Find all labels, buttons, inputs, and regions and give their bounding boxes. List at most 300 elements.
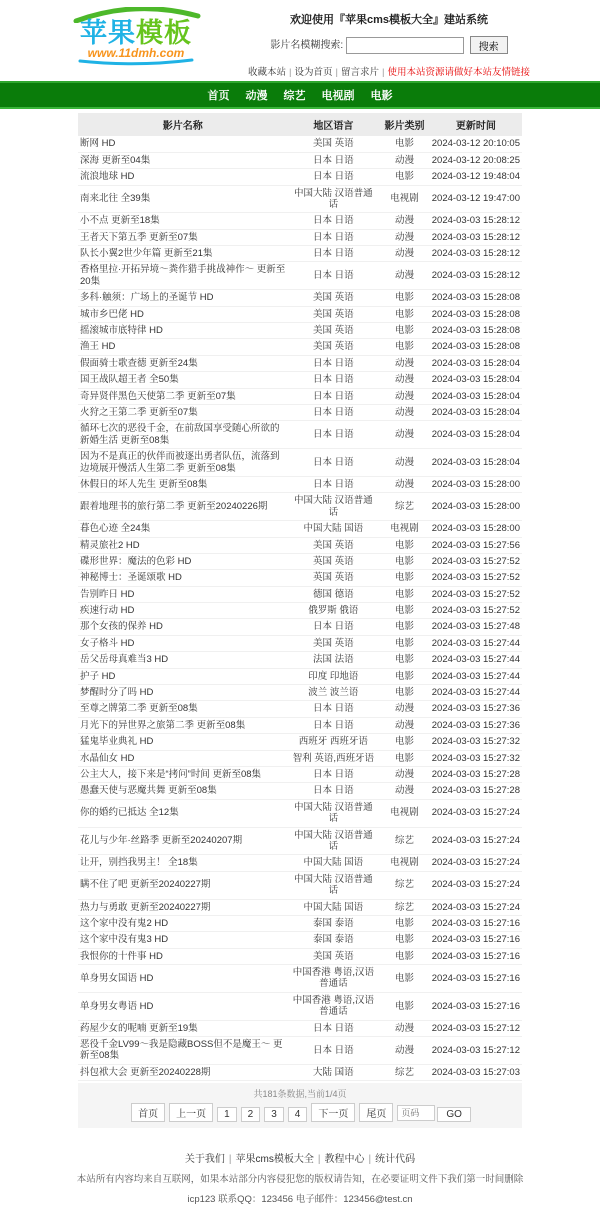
movie-name-cell (78, 992, 287, 1020)
movie-name-cell (78, 827, 287, 855)
movie-time-cell: 2024-03-03 15:27:36 (430, 717, 522, 733)
column-header: 更新时间 (430, 113, 522, 136)
movie-region-cell: 中国大陆 国语 (287, 855, 379, 871)
pagination-last-button[interactable]: 尾页 (359, 1103, 393, 1122)
logo-text-green: 模板 (136, 18, 192, 48)
movie-category-cell: 动漫 (379, 1020, 429, 1036)
search-button[interactable]: 搜索 (470, 36, 508, 54)
pagination (78, 1083, 522, 1128)
movie-category-cell: 电影 (379, 306, 429, 322)
movie-name-cell (78, 570, 287, 586)
movie-name-cell (78, 965, 287, 993)
movie-title-link[interactable]: 公主大人，接下来是“拷问”时间 更新至08集 (80, 768, 262, 780)
nav-item-4[interactable]: 电视剧 (321, 90, 355, 103)
movie-title-link[interactable]: 护子 HD (80, 670, 116, 682)
movie-time-cell: 2024-03-03 15:27:24 (430, 871, 522, 899)
site-header (0, 0, 600, 81)
table-row (78, 948, 522, 964)
table-row (78, 493, 522, 521)
movie-title-link[interactable]: 休假日的坏人先生 更新至08集 (80, 478, 208, 490)
movie-name-cell (78, 948, 287, 964)
table-row (78, 668, 522, 684)
quick-links (239, 64, 539, 78)
nav-item-3[interactable]: 综艺 (283, 90, 306, 103)
movie-category-cell: 动漫 (379, 355, 429, 371)
movie-name-cell (78, 668, 287, 684)
table-row (78, 717, 522, 733)
pagination-page-2[interactable]: 2 (241, 1107, 261, 1122)
movie-time-cell: 2024-03-03 15:27:12 (430, 1037, 522, 1065)
movie-region-cell: 日本 日语 (287, 246, 379, 262)
movie-time-cell: 2024-03-03 15:28:04 (430, 388, 522, 404)
movie-region-cell: 日本 日语 (287, 355, 379, 371)
movie-title-link[interactable]: 摇滚城市底特律 HD (80, 325, 163, 337)
movie-name-cell (78, 306, 287, 322)
movie-category-cell: 动漫 (379, 449, 429, 477)
table-row (78, 734, 522, 750)
pagination-page-4[interactable]: 4 (288, 1107, 308, 1122)
movie-name-cell (78, 799, 287, 827)
table-row (78, 603, 522, 619)
movie-title-link[interactable]: 因为不是真正的伙伴而被逐出勇者队伍，流落到边境展开慢活人生第二季 更新至08集 (80, 451, 280, 474)
movie-name-cell (78, 915, 287, 931)
movie-region-cell: 俄罗斯 俄语 (287, 603, 379, 619)
movie-name-cell (78, 493, 287, 521)
movie-name-cell (78, 783, 287, 799)
movie-name-cell (78, 717, 287, 733)
movie-region-cell: 日本 日语 (287, 169, 379, 185)
table-row (78, 388, 522, 404)
movie-name-cell (78, 355, 287, 371)
site-logo[interactable] (61, 5, 211, 66)
movie-time-cell: 2024-03-03 15:27:52 (430, 553, 522, 569)
movie-time-cell: 2024-03-03 15:28:04 (430, 405, 522, 421)
table-row (78, 915, 522, 931)
table-row (78, 229, 522, 245)
movie-title-link[interactable]: 城市乡巴佬 HD (80, 308, 144, 320)
table-row (78, 799, 522, 827)
site-footer (0, 1150, 600, 1205)
movie-time-cell: 2024-03-03 15:27:32 (430, 734, 522, 750)
table-row (78, 372, 522, 388)
movie-name-cell (78, 521, 287, 537)
movie-region-cell: 日本 日语 (287, 388, 379, 404)
movie-name-cell (78, 372, 287, 388)
movie-title-link[interactable]: 女子格斗 HD (80, 637, 135, 649)
movie-name-cell (78, 246, 287, 262)
movie-name-cell (78, 932, 287, 948)
movie-region-cell: 法国 法语 (287, 652, 379, 668)
page-number-input[interactable] (397, 1105, 435, 1121)
footer-link[interactable]: 教程中心 (324, 1154, 365, 1166)
pagination-page-3[interactable]: 3 (264, 1107, 284, 1122)
movie-title-link[interactable]: 水晶仙女 HD (80, 752, 135, 764)
movie-time-cell: 2024-03-03 15:27:44 (430, 668, 522, 684)
table-row (78, 537, 522, 553)
movie-category-cell: 电影 (379, 553, 429, 569)
movie-name-cell (78, 476, 287, 492)
movie-category-cell: 电影 (379, 932, 429, 948)
movie-title-link[interactable]: 猛鬼毕业典礼 HD (80, 736, 154, 748)
movie-region-cell: 美国 英语 (287, 339, 379, 355)
movie-title-link[interactable]: 至尊之牌第二季 更新至08集 (80, 703, 198, 715)
logo-url: www.11dmh.com (87, 46, 185, 61)
movie-name-cell (78, 1064, 287, 1080)
movie-title-link[interactable]: 断网 HD (80, 138, 116, 150)
table-row (78, 213, 522, 229)
movie-name-cell (78, 1020, 287, 1036)
table-row (78, 185, 522, 213)
footer-contact: icp123 联系QQ：123456 电子邮件：123456@test.cn (187, 1194, 413, 1206)
movie-title-link[interactable]: 这个家中没有鬼2 HD (80, 917, 169, 929)
movie-time-cell: 2024-03-03 15:27:16 (430, 932, 522, 948)
movie-category-cell: 电影 (379, 965, 429, 993)
movie-time-cell: 2024-03-03 15:28:00 (430, 493, 522, 521)
movie-title-link[interactable]: 国王战队超王者 全50集 (80, 374, 179, 386)
movie-time-cell: 2024-03-03 15:27:16 (430, 992, 522, 1020)
movie-time-cell: 2024-03-03 15:28:12 (430, 229, 522, 245)
movie-title-link[interactable]: 愚蠢天使与恶魔共舞 更新至08集 (80, 785, 217, 797)
movie-time-cell: 2024-03-03 15:27:28 (430, 783, 522, 799)
movie-category-cell: 动漫 (379, 1037, 429, 1065)
resource-notice-link[interactable]: 使用本站资源请做好本站友情链接 (387, 67, 530, 79)
movie-name-cell (78, 766, 287, 782)
nav-item-2[interactable]: 动漫 (245, 90, 268, 103)
footer-link[interactable]: 关于我们 (184, 1154, 225, 1166)
movie-time-cell: 2024-03-03 15:28:00 (430, 476, 522, 492)
movie-region-cell: 中国大陆 汉语普通话 (287, 799, 379, 827)
movie-time-cell: 2024-03-03 15:27:32 (430, 750, 522, 766)
logo-text-blue: 苹果 (80, 18, 136, 48)
link-separator: | (317, 1154, 321, 1166)
movie-name-cell (78, 586, 287, 602)
movie-region-cell: 德国 德语 (287, 586, 379, 602)
movie-category-cell: 动漫 (379, 372, 429, 388)
movie-category-cell: 电视剧 (379, 855, 429, 871)
pagination-next-button[interactable]: 下一页 (311, 1103, 355, 1122)
movie-region-cell: 智利 英语,西班牙语 (287, 750, 379, 766)
table-row (78, 323, 522, 339)
movie-name-cell (78, 185, 287, 213)
movie-title-link[interactable]: 碟形世界：魔法的色彩 HD (80, 555, 192, 567)
movie-name-cell (78, 152, 287, 168)
movie-category-cell: 电影 (379, 734, 429, 750)
movie-title-link[interactable]: 火狩之王第二季 更新至07集 (80, 407, 198, 418)
movie-title-link[interactable]: 那个女孩的保养 HD (80, 621, 163, 633)
table-row (78, 405, 522, 421)
pagination-go-button[interactable]: GO (437, 1107, 471, 1122)
table-row (78, 783, 522, 799)
movie-region-cell: 日本 日语 (287, 476, 379, 492)
table-row (78, 306, 522, 322)
movie-name-cell (78, 262, 287, 290)
movie-region-cell: 日本 日语 (287, 372, 379, 388)
movie-time-cell: 2024-03-03 15:27:16 (430, 948, 522, 964)
table-row (78, 619, 522, 635)
movie-region-cell: 日本 日语 (287, 717, 379, 733)
movie-name-cell (78, 388, 287, 404)
movie-category-cell: 动漫 (379, 717, 429, 733)
movie-region-cell: 美国 英语 (287, 306, 379, 322)
movie-category-cell: 动漫 (379, 476, 429, 492)
movie-category-cell: 动漫 (379, 213, 429, 229)
movie-time-cell: 2024-03-03 15:27:52 (430, 570, 522, 586)
movie-category-cell: 动漫 (379, 405, 429, 421)
table-row (78, 1020, 522, 1036)
movie-title-link[interactable]: 我恨你的十件事 HD (80, 950, 163, 962)
movie-title-link[interactable]: 小不点 更新至18集 (80, 215, 160, 227)
movie-region-cell: 日本 日语 (287, 229, 379, 245)
movie-title-link[interactable]: 精灵旅社2 HD (80, 539, 140, 551)
movie-name-cell (78, 290, 287, 306)
movie-region-cell: 日本 日语 (287, 701, 379, 717)
movie-title-link[interactable]: 香格里拉·开拓异境～粪作猎手挑战神作～ 更新至20集 (80, 264, 286, 287)
movie-name-cell (78, 855, 287, 871)
movie-name-cell (78, 734, 287, 750)
quick-link[interactable]: 设为首页 (294, 67, 333, 79)
movie-time-cell: 2024-03-03 15:28:12 (430, 246, 522, 262)
movie-category-cell: 电影 (379, 570, 429, 586)
movie-time-cell: 2024-03-03 15:28:04 (430, 421, 522, 449)
movie-region-cell: 英国 英语 (287, 570, 379, 586)
movie-title-link[interactable]: 药屋少女的呢喃 更新至19集 (80, 1022, 198, 1034)
movie-time-cell: 2024-03-03 15:27:44 (430, 685, 522, 701)
movie-category-cell: 动漫 (379, 783, 429, 799)
search-input[interactable] (346, 37, 464, 54)
movie-title-link[interactable]: 假面骑士歌查德 更新至24集 (80, 357, 198, 369)
movie-name-cell (78, 323, 287, 339)
movie-title-link[interactable]: 南来北往 全39集 (80, 193, 151, 205)
movie-region-cell: 英国 英语 (287, 553, 379, 569)
table-row (78, 827, 522, 855)
footer-link[interactable]: 统计代码 (375, 1154, 416, 1166)
pagination-prev-button[interactable]: 上一页 (169, 1103, 213, 1122)
movie-time-cell: 2024-03-03 15:27:44 (430, 652, 522, 668)
movie-category-cell: 电视剧 (379, 521, 429, 537)
table-row (78, 521, 522, 537)
table-row (78, 355, 522, 371)
movie-region-cell: 大陆 国语 (287, 1064, 379, 1080)
search-bar (239, 36, 539, 54)
movie-category-cell: 电影 (379, 915, 429, 931)
movie-region-cell: 中国大陆 汉语普通话 (287, 185, 379, 213)
movie-category-cell: 电影 (379, 619, 429, 635)
movie-time-cell: 2024-03-03 15:27:52 (430, 586, 522, 602)
movie-category-cell: 电视剧 (379, 185, 429, 213)
movie-category-cell: 综艺 (379, 1064, 429, 1080)
movie-time-cell: 2024-03-03 15:27:24 (430, 827, 522, 855)
table-row (78, 685, 522, 701)
link-separator: | (335, 67, 338, 79)
movie-category-cell: 电影 (379, 586, 429, 602)
movie-name-cell (78, 685, 287, 701)
movie-category-cell: 电影 (379, 169, 429, 185)
movie-title-link[interactable]: 单身男女国语 HD (80, 972, 154, 984)
movie-title-link[interactable]: 抖包袱大会 更新至20240228期 (80, 1066, 211, 1078)
nav-item-1[interactable]: 首页 (207, 90, 230, 103)
movie-name-cell (78, 603, 287, 619)
footer-disclaimer: 本站所有内容均来自互联网，如果本站部分内容侵犯您的版权请告知，在必要证明文件下我们第一时间删除 (76, 1174, 524, 1186)
movie-title-link[interactable]: 让开，别挡我男主！ 全18集 (80, 857, 198, 869)
table-row (78, 652, 522, 668)
movie-time-cell: 2024-03-03 15:27:44 (430, 635, 522, 651)
pagination-page-1[interactable]: 1 (217, 1107, 237, 1122)
movie-region-cell: 日本 日语 (287, 262, 379, 290)
table-row (78, 1037, 522, 1065)
movie-time-cell: 2024-03-03 15:28:08 (430, 339, 522, 355)
movie-name-cell (78, 652, 287, 668)
movie-title-link[interactable]: 单身男女粤语 HD (80, 1000, 154, 1012)
table-row (78, 570, 522, 586)
movie-title-link[interactable]: 岳父岳母真难当3 HD (80, 654, 169, 666)
movie-region-cell: 日本 日语 (287, 421, 379, 449)
movie-title-link[interactable]: 流浪地球 HD (80, 171, 135, 183)
pagination-first-button[interactable]: 首页 (131, 1103, 165, 1122)
movie-region-cell: 中国大陆 国语 (287, 899, 379, 915)
pagination-summary: 共181条数据,当前1/4页 (253, 1089, 347, 1100)
movie-name-cell (78, 635, 287, 651)
movie-table (78, 113, 522, 1081)
movie-time-cell: 2024-03-03 15:27:03 (430, 1064, 522, 1080)
main-nav (0, 81, 600, 109)
movie-region-cell: 中国香港 粤语,汉语普通话 (287, 965, 379, 993)
movie-title-link[interactable]: 这个家中没有鬼3 HD (80, 934, 169, 946)
movie-time-cell: 2024-03-03 15:27:36 (430, 701, 522, 717)
movie-time-cell: 2024-03-03 15:28:12 (430, 262, 522, 290)
movie-region-cell: 日本 日语 (287, 405, 379, 421)
movie-category-cell: 电影 (379, 750, 429, 766)
movie-title-link[interactable]: 疾速行动 HD (80, 605, 135, 617)
movie-title-link[interactable]: 花儿与少年·丝路季 更新至20240207期 (80, 835, 243, 847)
nav-item-5[interactable]: 电影 (370, 90, 393, 103)
quick-link[interactable]: 留言求片 (340, 67, 379, 79)
table-row (78, 290, 522, 306)
movie-region-cell: 日本 日语 (287, 449, 379, 477)
movie-category-cell: 动漫 (379, 246, 429, 262)
movie-name-cell (78, 1037, 287, 1065)
movie-title-link[interactable]: 梦醒时分了吗 HD (80, 687, 154, 699)
movie-time-cell: 2024-03-12 20:10:05 (430, 136, 522, 152)
movie-name-cell (78, 701, 287, 717)
movie-title-link[interactable]: 恶役千金LV99～我是隐藏BOSS但不是魔王～ 更新至08集 (80, 1039, 283, 1062)
search-label: 影片名模糊搜索: (270, 40, 344, 51)
table-row (78, 1064, 522, 1080)
movie-name-cell (78, 405, 287, 421)
movie-category-cell: 电影 (379, 537, 429, 553)
movie-title-link[interactable]: 循环七次的恶役千金，在前敌国享受随心所欲的新婚生活 更新至08集 (80, 423, 280, 446)
movie-title-link[interactable]: 暮色心迹 全24集 (80, 523, 151, 535)
movie-category-cell: 电影 (379, 635, 429, 651)
movie-category-cell: 电影 (379, 685, 429, 701)
movie-category-cell: 电影 (379, 603, 429, 619)
link-separator: | (228, 1154, 232, 1166)
column-header: 影片类别 (379, 113, 429, 136)
movie-time-cell: 2024-03-03 15:28:08 (430, 290, 522, 306)
movie-time-cell: 2024-03-03 15:28:04 (430, 449, 522, 477)
column-header: 影片名称 (78, 113, 287, 136)
movie-region-cell: 泰国 泰语 (287, 932, 379, 948)
movie-region-cell: 泰国 泰语 (287, 915, 379, 931)
table-row (78, 992, 522, 1020)
movie-name-cell (78, 169, 287, 185)
movie-title-link[interactable]: 深海 更新至04集 (80, 154, 151, 166)
table-row (78, 421, 522, 449)
movie-title-link[interactable]: 跟着地理书的旅行第二季 更新至20240226期 (80, 501, 268, 513)
movie-region-cell: 日本 日语 (287, 619, 379, 635)
movie-name-cell (78, 871, 287, 899)
movie-title-link[interactable]: 王者天下第五季 更新至07集 (80, 231, 198, 243)
table-row (78, 136, 522, 152)
movie-region-cell: 日本 日语 (287, 152, 379, 168)
movie-title-link[interactable]: 月光下的异世界之旅第二季 更新至08集 (80, 719, 246, 731)
movie-title-link[interactable]: 神秘博士：圣诞颂歌 HD (80, 572, 182, 584)
movie-title-link[interactable]: 奇异贤伴黑色天使第二季 更新至07集 (80, 390, 236, 402)
movie-region-cell: 美国 英语 (287, 537, 379, 553)
movie-region-cell: 西班牙 西班牙语 (287, 734, 379, 750)
movie-time-cell: 2024-03-03 15:27:16 (430, 965, 522, 993)
logo-text (61, 19, 211, 47)
movie-title-link[interactable]: 多科·触须：广场上的圣诞节 HD (80, 292, 214, 304)
link-separator: | (382, 67, 385, 79)
header-right (239, 5, 539, 78)
movie-name-cell (78, 553, 287, 569)
movie-title-link[interactable]: 你的婚约已抵达 全12集 (80, 807, 179, 819)
movie-time-cell: 2024-03-03 15:27:16 (430, 915, 522, 931)
table-row (78, 262, 522, 290)
movie-category-cell: 电影 (379, 323, 429, 339)
table-header-row (78, 113, 522, 136)
movie-category-cell: 电影 (379, 668, 429, 684)
movie-title-link[interactable]: 告别昨日 HD (80, 588, 135, 600)
movie-category-cell: 电影 (379, 948, 429, 964)
movie-region-cell: 美国 英语 (287, 635, 379, 651)
table-row (78, 449, 522, 477)
quick-link[interactable]: 收藏本站 (248, 67, 287, 79)
table-row (78, 871, 522, 899)
movie-title-link[interactable]: 瞒不住了吧 更新至20240227期 (80, 879, 211, 891)
table-row (78, 701, 522, 717)
movie-time-cell: 2024-03-03 15:28:08 (430, 306, 522, 322)
movie-category-cell: 动漫 (379, 262, 429, 290)
movie-list-section (78, 113, 522, 1128)
table-row (78, 899, 522, 915)
movie-region-cell: 印度 印地语 (287, 668, 379, 684)
movie-time-cell: 2024-03-03 15:27:56 (430, 537, 522, 553)
movie-region-cell: 日本 日语 (287, 783, 379, 799)
table-row (78, 965, 522, 993)
movie-time-cell: 2024-03-12 19:48:04 (430, 169, 522, 185)
movie-name-cell (78, 899, 287, 915)
table-row (78, 152, 522, 168)
movie-time-cell: 2024-03-03 15:27:12 (430, 1020, 522, 1036)
footer-link[interactable]: 苹果cms模板大全 (235, 1154, 314, 1166)
movie-name-cell (78, 619, 287, 635)
movie-title-link[interactable]: 队长小翼2世少年篇 更新至21集 (80, 248, 213, 260)
movie-region-cell: 美国 英语 (287, 948, 379, 964)
movie-category-cell: 电影 (379, 652, 429, 668)
table-row (78, 586, 522, 602)
movie-category-cell: 动漫 (379, 229, 429, 245)
movie-name-cell (78, 229, 287, 245)
movie-region-cell: 波兰 波兰语 (287, 685, 379, 701)
movie-title-link[interactable]: 热力与勇敢 更新至20240227期 (80, 901, 211, 913)
table-row (78, 766, 522, 782)
movie-category-cell: 动漫 (379, 152, 429, 168)
table-row (78, 476, 522, 492)
column-header: 地区语言 (287, 113, 379, 136)
movie-name-cell (78, 449, 287, 477)
movie-title-link[interactable]: 渔王 HD (80, 341, 116, 353)
